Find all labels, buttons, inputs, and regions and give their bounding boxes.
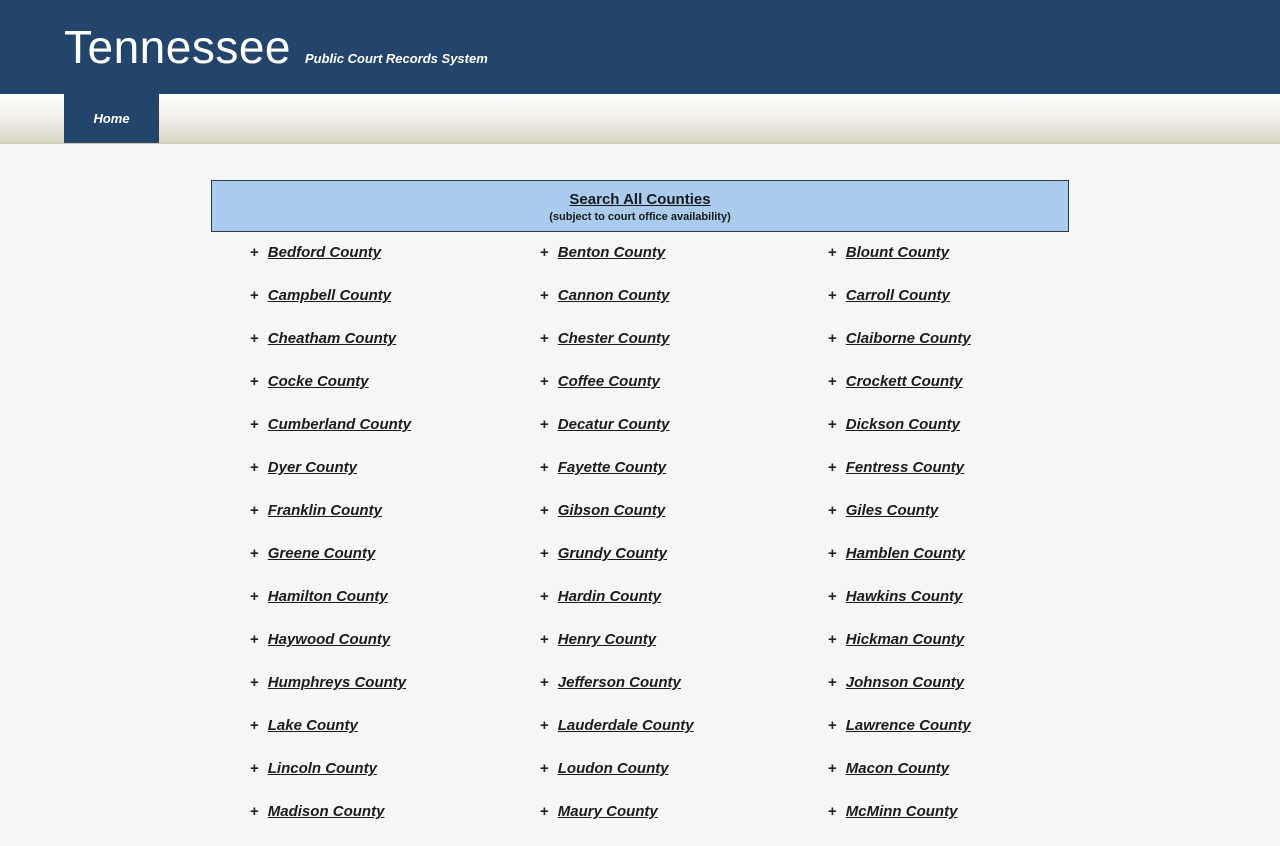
county-link[interactable]: Dyer County — [267, 459, 357, 476]
list-item[interactable] — [496, 502, 784, 545]
expand-icon[interactable]: + — [250, 545, 259, 562]
county-link[interactable]: Hickman County — [845, 631, 965, 648]
expand-icon[interactable]: + — [540, 717, 549, 734]
expand-icon[interactable]: + — [540, 287, 549, 304]
county-link[interactable]: Fentress County — [845, 459, 965, 476]
list-item[interactable] — [784, 373, 1072, 416]
expand-icon[interactable]: + — [540, 803, 549, 820]
list-item[interactable] — [496, 545, 784, 588]
county-link[interactable]: Bedford County — [267, 244, 382, 261]
county-list — [208, 244, 1072, 846]
county-link[interactable]: Crockett County — [845, 373, 963, 390]
expand-icon[interactable]: + — [540, 330, 549, 347]
expand-icon[interactable]: + — [250, 674, 259, 691]
tab-home-label: Home — [93, 111, 130, 126]
list-item[interactable] — [784, 416, 1072, 459]
expand-icon[interactable]: + — [540, 416, 549, 433]
list-item[interactable] — [496, 416, 784, 459]
list-item[interactable] — [784, 631, 1072, 674]
expand-icon[interactable]: + — [540, 244, 549, 261]
expand-icon[interactable]: + — [828, 760, 837, 777]
county-link[interactable]: Decatur County — [557, 416, 670, 433]
list-item[interactable] — [496, 330, 784, 373]
list-item[interactable] — [208, 588, 496, 631]
expand-icon[interactable]: + — [540, 545, 549, 562]
county-link[interactable]: Dickson County — [845, 416, 960, 433]
county-link[interactable]: Franklin County — [267, 502, 382, 519]
list-item[interactable] — [496, 674, 784, 717]
county-link[interactable]: Gibson County — [557, 502, 666, 519]
expand-icon[interactable]: + — [828, 416, 837, 433]
county-link[interactable]: Lauderdale County — [557, 717, 694, 734]
county-link[interactable]: Hawkins County — [845, 588, 963, 605]
list-item[interactable] — [784, 502, 1072, 545]
expand-icon[interactable]: + — [828, 373, 837, 390]
county-link[interactable]: Lawrence County — [845, 717, 971, 734]
county-link[interactable]: Hardin County — [557, 588, 662, 605]
expand-icon[interactable]: + — [828, 545, 837, 562]
list-item[interactable] — [208, 373, 496, 416]
county-link[interactable]: Carroll County — [845, 287, 950, 304]
expand-icon[interactable]: + — [540, 760, 549, 777]
list-item[interactable] — [208, 803, 496, 846]
search-all-counties-banner[interactable] — [211, 180, 1069, 232]
list-item[interactable] — [784, 330, 1072, 373]
expand-icon[interactable]: + — [540, 459, 549, 476]
list-item[interactable] — [784, 588, 1072, 631]
expand-icon[interactable]: + — [828, 674, 837, 691]
county-link[interactable]: Campbell County — [267, 287, 392, 304]
list-item[interactable] — [784, 459, 1072, 502]
county-link[interactable]: Claiborne County — [845, 330, 971, 347]
county-link[interactable]: Giles County — [845, 502, 939, 519]
expand-icon[interactable]: + — [828, 459, 837, 476]
county-link[interactable]: Humphreys County — [267, 674, 407, 691]
expand-icon[interactable]: + — [250, 803, 259, 820]
expand-icon[interactable]: + — [540, 373, 549, 390]
list-item[interactable] — [784, 760, 1072, 803]
expand-icon[interactable]: + — [540, 674, 549, 691]
list-item[interactable] — [208, 244, 496, 287]
expand-icon[interactable]: + — [250, 760, 259, 777]
expand-icon[interactable]: + — [828, 330, 837, 347]
list-item[interactable] — [784, 674, 1072, 717]
expand-icon[interactable]: + — [540, 502, 549, 519]
county-link[interactable]: Fayette County — [557, 459, 667, 476]
county-link[interactable]: Madison County — [267, 803, 385, 820]
list-item[interactable] — [784, 244, 1072, 287]
county-link[interactable]: Blount County — [845, 244, 950, 261]
list-item[interactable] — [496, 760, 784, 803]
expand-icon[interactable]: + — [250, 588, 259, 605]
expand-icon[interactable]: + — [540, 588, 549, 605]
expand-icon[interactable]: + — [250, 631, 259, 648]
county-link[interactable]: Loudon County — [557, 760, 669, 777]
tab-home[interactable] — [64, 94, 159, 143]
county-link[interactable]: Greene County — [267, 545, 376, 562]
county-link[interactable]: Jefferson County — [557, 674, 681, 691]
list-item[interactable] — [208, 545, 496, 588]
county-link[interactable]: Chester County — [557, 330, 670, 347]
expand-icon[interactable]: + — [828, 717, 837, 734]
list-item[interactable] — [496, 373, 784, 416]
list-item[interactable] — [208, 760, 496, 803]
list-item[interactable] — [208, 674, 496, 717]
list-item[interactable] — [496, 803, 784, 846]
county-link[interactable]: Cheatham County — [267, 330, 397, 347]
county-link[interactable]: Lincoln County — [267, 760, 377, 777]
expand-icon[interactable]: + — [540, 631, 549, 648]
county-link[interactable]: Hamblen County — [845, 545, 965, 562]
expand-icon[interactable]: + — [250, 244, 259, 261]
main-navigation — [0, 94, 1280, 144]
county-link[interactable]: Maury County — [557, 803, 658, 820]
county-link[interactable]: Benton County — [557, 244, 666, 261]
county-link[interactable]: Lake County — [267, 717, 358, 734]
expand-icon[interactable]: + — [250, 287, 259, 304]
expand-icon[interactable]: + — [828, 803, 837, 820]
list-item[interactable] — [208, 287, 496, 330]
expand-icon[interactable]: + — [250, 459, 259, 476]
page-title: Tennessee — [64, 21, 291, 73]
expand-icon[interactable]: + — [250, 717, 259, 734]
main-content — [0, 144, 1280, 846]
list-item[interactable] — [208, 631, 496, 674]
list-item[interactable] — [496, 631, 784, 674]
expand-icon[interactable]: + — [250, 502, 259, 519]
list-item[interactable] — [784, 717, 1072, 760]
county-link[interactable]: Coffee County — [557, 373, 660, 390]
expand-icon[interactable]: + — [828, 502, 837, 519]
list-item[interactable] — [208, 502, 496, 545]
site-subtitle: Public Court Records System — [305, 51, 488, 66]
search-all-counties-title: Search All Counties — [569, 191, 711, 208]
expand-icon[interactable]: + — [250, 416, 259, 433]
county-link[interactable]: Johnson County — [845, 674, 965, 691]
expand-icon[interactable]: + — [828, 631, 837, 648]
list-item[interactable] — [208, 330, 496, 373]
county-link[interactable]: Hamilton County — [267, 588, 388, 605]
list-item[interactable] — [496, 459, 784, 502]
list-item[interactable] — [208, 717, 496, 760]
county-link[interactable]: Cannon County — [557, 287, 670, 304]
expand-icon[interactable]: + — [828, 287, 837, 304]
expand-icon[interactable]: + — [828, 244, 837, 261]
county-link[interactable]: Cocke County — [267, 373, 369, 390]
county-link[interactable]: Grundy County — [557, 545, 667, 562]
list-item[interactable] — [784, 545, 1072, 588]
expand-icon[interactable]: + — [250, 373, 259, 390]
list-item[interactable] — [208, 416, 496, 459]
list-item[interactable] — [496, 287, 784, 330]
county-link[interactable]: Henry County — [557, 631, 657, 648]
list-item[interactable] — [496, 244, 784, 287]
expand-icon[interactable]: + — [828, 588, 837, 605]
list-item[interactable] — [784, 803, 1072, 846]
county-link[interactable]: Haywood County — [267, 631, 391, 648]
site-header — [0, 0, 1280, 94]
list-item[interactable] — [208, 459, 496, 502]
search-all-counties-note: (subject to court office availability) — [549, 211, 731, 223]
county-link[interactable]: Cumberland County — [267, 416, 412, 433]
expand-icon[interactable]: + — [250, 330, 259, 347]
county-link[interactable]: McMinn County — [845, 803, 958, 820]
list-item[interactable] — [784, 287, 1072, 330]
list-item[interactable] — [496, 717, 784, 760]
county-link[interactable]: Macon County — [845, 760, 950, 777]
list-item[interactable] — [496, 588, 784, 631]
